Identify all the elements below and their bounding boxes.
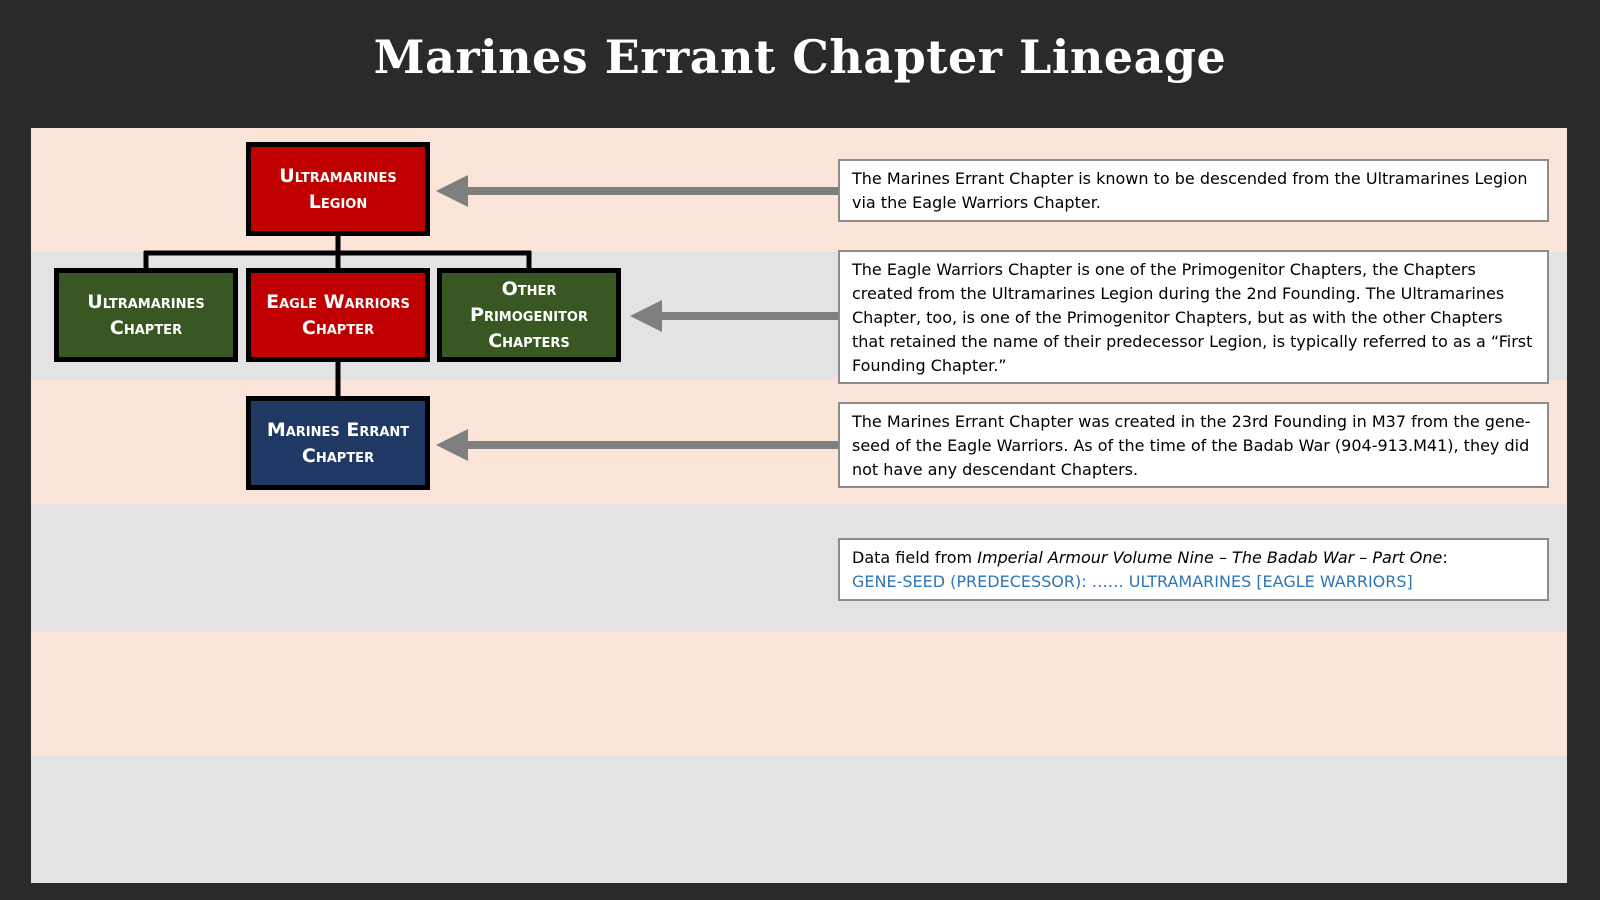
note-legion: The Marines Errant Chapter is known to be descended from the Ultramarines Legion via the Eagle Warriors Chapter. bbox=[838, 159, 1549, 222]
data-field-note bbox=[838, 538, 1549, 601]
data-field-prefix: Data field from bbox=[852, 548, 978, 567]
ultramarines-legion-box: Ultramarines Legion bbox=[246, 142, 430, 236]
ultramarines-chapter-box: Ultramarines Chapter bbox=[54, 268, 238, 362]
arrow-to-marines-errant bbox=[436, 427, 840, 463]
data-field-source: Imperial Armour Volume Nine – The Badab War – Part One bbox=[977, 548, 1443, 567]
eagle-warriors-chapter-box: Eagle Warriors Chapter bbox=[246, 268, 430, 362]
other-primogenitor-chapters-box: Other Primogenitor Chapters bbox=[437, 268, 621, 362]
arrow-to-legion bbox=[436, 173, 840, 209]
arrow-to-eagle-warriors bbox=[630, 298, 840, 334]
note-eagle-warriors: The Eagle Warriors Chapter is one of the Primogenitor Chapters, the Chapters created from the Ultramarines Legion during the 2nd Founding. The Ultramarines Chapter, too, is one of the Primogenitor Chapters, but as with the other Chapters that retained the name of their predecessor Legion, is typically referred to as a “First Founding Chapter.” bbox=[838, 250, 1549, 384]
data-field-value: GENE-SEED (PREDECESSOR): …… ULTRAMARINES [EAGLE WARRIORS] bbox=[852, 572, 1413, 591]
page-title: Marines Errant Chapter Lineage bbox=[373, 30, 1227, 84]
data-field-suffix: : bbox=[1442, 548, 1448, 567]
note-marines-errant: The Marines Errant Chapter was created in the 23rd Founding in M37 from the gene-seed of the Eagle Warriors. As of the time of the Badab War (904-913.M41), they did not have any descendant Chapters. bbox=[838, 402, 1549, 488]
marines-errant-chapter-box: Marines Errant Chapter bbox=[246, 396, 430, 490]
